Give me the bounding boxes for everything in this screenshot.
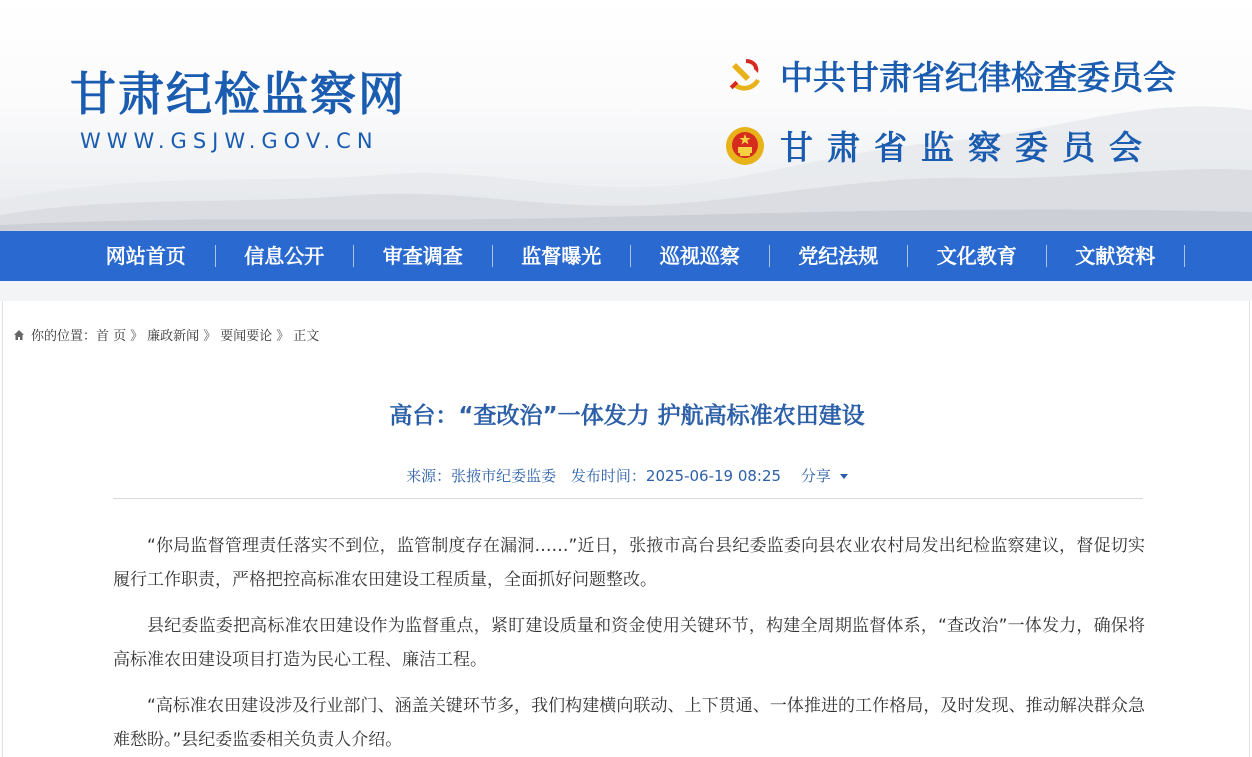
article-publish-time: 发布时间：2025-06-19 08:25: [570, 467, 782, 485]
national-emblem-icon: [724, 125, 766, 167]
breadcrumb: [13, 325, 319, 344]
site-title[interactable]: 甘肃纪检监察网: [70, 67, 406, 121]
org-row-party: [724, 52, 1176, 99]
nav-item-inspection[interactable]: 巡视巡察: [659, 244, 740, 268]
nav-item-info[interactable]: 信息公开: [244, 244, 325, 268]
site-header: [0, 0, 1252, 231]
breadcrumb-separator: 》: [276, 329, 290, 344]
article-title: 高台：“查改治”一体发力 护航高标准农田建设: [389, 403, 865, 429]
nav-divider: [1184, 245, 1185, 267]
share-dropdown[interactable]: [796, 467, 848, 485]
main-nav: [0, 231, 1252, 281]
org-name-commission: 中共甘肃省纪律检查委员会: [780, 58, 1176, 97]
breadcrumb-home[interactable]: 首 页: [96, 329, 127, 344]
article-paragraph: “高标准农田建设涉及行业部门、涵盖关键环节多，我们构建横向联动、上下贯通、一体推进的工作格局，及时发现、推动解决群众急难愁盼。”县纪委监委相关负责人介绍。: [113, 696, 1145, 750]
breadcrumb-news[interactable]: 廉政新闻: [147, 329, 200, 344]
article-meta: [3, 465, 1251, 486]
nav-item-home[interactable]: 网站首页: [105, 244, 186, 268]
section-gap: [0, 281, 1252, 301]
nav-item-exposure[interactable]: 监督曝光: [521, 244, 602, 268]
article-paragraph: “你局监督管理责任落实不到位，监管制度存在漏洞……”近日，张掖市高台县纪委监委向县农业农村局发出纪检监察建议，督促切实履行工作职责，严格把控高标准农田建设工程质量，全面抓好问题整改。: [113, 536, 1145, 590]
breadcrumb-separator: 》: [130, 329, 144, 344]
article-body: [113, 529, 1145, 757]
org-row-supervision: [724, 122, 1156, 169]
home-icon: [13, 329, 25, 341]
breadcrumb-highlights[interactable]: 要闻要论: [220, 329, 273, 344]
party-emblem-icon: [724, 55, 766, 97]
nav-items: [77, 231, 1185, 281]
breadcrumb-prefix: 你的位置：: [31, 329, 97, 344]
org-name-supervision: 甘肃省监察委员会: [780, 128, 1156, 167]
article-source: 来源：张掖市纪委监委: [406, 467, 557, 485]
breadcrumb-current: 正文: [293, 329, 320, 344]
title-divider: [113, 498, 1143, 499]
nav-item-investigation[interactable]: 审查调查: [382, 244, 463, 268]
share-label: 分享: [800, 467, 831, 485]
breadcrumb-separator: 》: [203, 329, 217, 344]
site-url[interactable]: WWW.GSJW.GOV.CN: [80, 129, 379, 153]
article-paragraph: 县纪委监委把高标准农田建设作为监督重点，紧盯建设质量和资金使用关键环节，构建全周期监督体系，“查改治”一体发力，确保将高标准农田建设项目打造为民心工程、廉洁工程。: [113, 616, 1145, 670]
nav-item-regulations[interactable]: 党纪法规: [798, 244, 879, 268]
article-container: [2, 301, 1250, 757]
nav-item-culture[interactable]: 文化教育: [936, 244, 1017, 268]
nav-item-documents[interactable]: 文献资料: [1075, 244, 1156, 268]
chevron-down-icon: [840, 474, 848, 479]
